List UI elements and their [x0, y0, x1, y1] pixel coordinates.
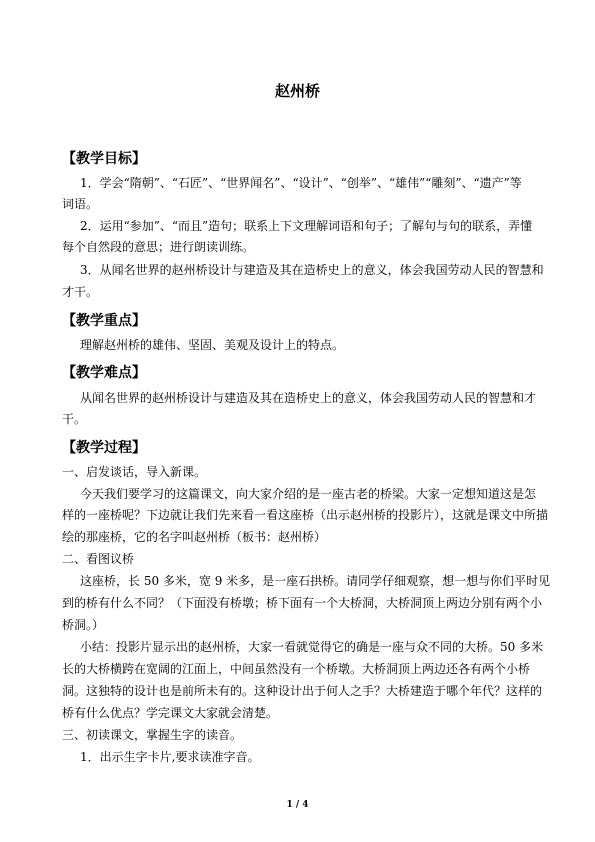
goal-line-1: 1．学会“隋朝”、“石匠”、“世界闻名”、“设计”、“创举”、“雄伟”“雕刻”、“遗产”等: [80, 176, 522, 190]
heading-difficulties: 【教学难点】: [62, 365, 146, 381]
goal-line-5: 3．从闻名世界的赵州桥设计与建造及其在造桥史上的意义，体会我国劳动人民的智慧和: [80, 263, 544, 277]
heading-key-points: 【教学重点】: [62, 313, 146, 329]
process-line-12: 桥有什么优点？学完课文大家就会清楚。: [62, 706, 279, 720]
process-line-7: 到的桥有什么不同？（下面没有桥墩；桥下面有一个大桥洞，大桥洞顶上两边分别有两个小: [62, 596, 543, 610]
process-line-4: 绘的那座桥，它的名字叫赵州桥（板书：赵州桥）: [62, 530, 327, 544]
heading-teaching-process: 【教学过程】: [62, 440, 146, 456]
process-line-11: 洞。这独特的设计也是前所未有的。这种设计出于何人之手？大桥建造于哪个年代？这样的: [62, 684, 543, 698]
process-line-3: 样的一座桥呢？下边就让我们先来看一看这座桥（出示赵州桥的投影片），这就是课文中所描: [62, 508, 549, 522]
goal-line-4: 每个自然段的意思；进行朗读训练。: [62, 240, 255, 254]
page-number: 1 / 4: [286, 800, 309, 810]
heading-teaching-goals: 【教学目标】: [62, 151, 146, 167]
process-line-5: 二、看图议桥: [62, 552, 135, 566]
goal-line-2: 词语。: [62, 197, 99, 211]
key-point-line: 理解赵州桥的雄伟、坚固、美观及设计上的特点。: [80, 338, 345, 352]
process-line-13: 三、初读课文，掌握生字的读音。: [62, 728, 243, 742]
difficulty-line-2: 干。: [62, 412, 87, 426]
process-line-1: 一、启发谈话，导入新课。: [62, 465, 207, 479]
difficulty-line-1: 从闻名世界的赵州桥设计与建造及其在造桥史上的意义，体会我国劳动人民的智慧和才: [80, 391, 537, 405]
process-line-6: 这座桥，长 50 多米，宽 9 米多，是一座石拱桥。请同学仔细观察，想一想与你们平时见: [80, 574, 551, 588]
process-line-14: 1．出示生字卡片,要求读准字音。: [80, 750, 260, 764]
page-title: 赵州桥: [274, 82, 320, 100]
goal-line-6: 才干。: [62, 285, 99, 299]
process-line-10: 长的大桥横跨在宽阔的江面上，中间虽然没有一个桥墩。大桥洞顶上两边还各有两个小桥: [62, 662, 531, 676]
goal-line-3: 2．运用“参加”、“而且”造句；联系上下文理解词语和句子；了解句与句的联系，弄懂: [80, 219, 533, 233]
process-line-9: 小结：投影片显示出的赵州桥，大家一看就觉得它的确是一座与众不同的大桥。50 多米: [80, 640, 544, 654]
process-line-8: 桥洞。）: [62, 618, 105, 632]
process-line-2: 今天我们要学习的这篇课文，向大家介绍的是一座古老的桥梁。大家一定想知道这是怎: [80, 487, 537, 501]
